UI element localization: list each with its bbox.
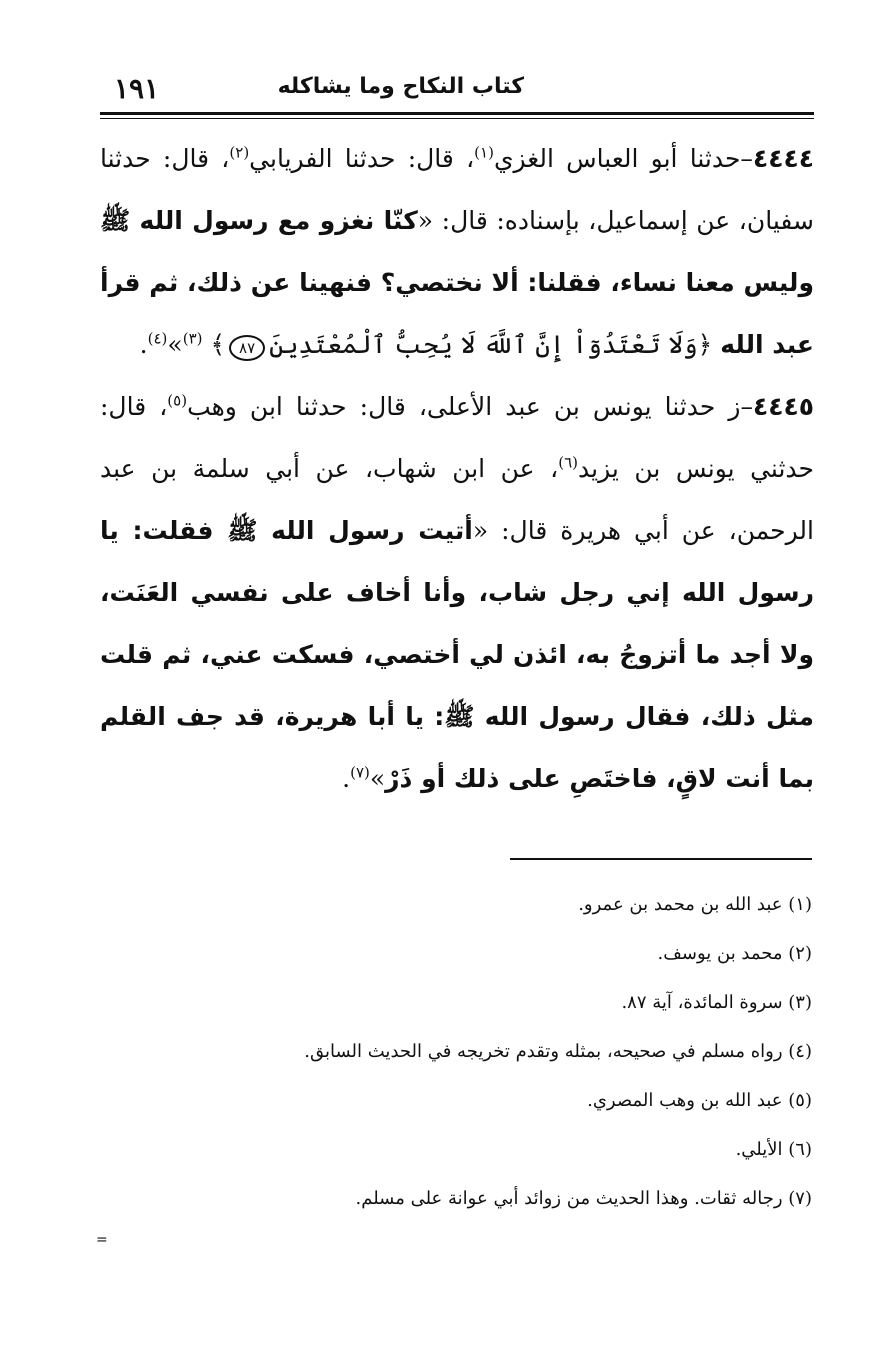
isnad-text: ، قال: حدثني يونس بن يزيد (100, 392, 815, 483)
footnote-3: (٣) سروة المائدة، آية ٨٧. (621, 992, 812, 1013)
footnote-ref: (٦) (558, 453, 578, 472)
hadith-4445 (100, 376, 814, 810)
main-text (100, 128, 814, 810)
isnad-text: –حدثنا أبو العباس الغزي (493, 144, 753, 173)
hadith-number: ٤٤٤٥ (752, 392, 814, 421)
footnote-4: (٤) رواه مسلم في صحيحه، بمثله وتقدم تخريجه في الحديث السابق. (304, 1041, 812, 1062)
footnote-2: (٢) محمد بن يوسف. (657, 943, 812, 964)
period: . (342, 764, 351, 793)
header-rule (100, 112, 814, 115)
footnote-ref: (١) (474, 143, 494, 162)
matn-text: كنّا نغزو مع رسول الله ﷺ وليس معنا نساء، فقلنا: ألا نختصي؟ فنهينا عن ذلك، ثم قرأ عبد الله (100, 206, 814, 359)
quran-bracket: ﴾ (210, 330, 226, 359)
footnote-1: (١) عبد الله بن محمد بن عمرو. (578, 894, 812, 915)
period: . (139, 330, 148, 359)
header-rule-thin (100, 118, 814, 119)
quote-close: » (167, 330, 183, 359)
ayah-number-marker: ٨٧ (229, 335, 265, 361)
footnote-ref: (٧) (350, 763, 370, 782)
footnote-ref: (٣) (182, 329, 203, 348)
footnote-5: (٥) عبد الله بن وهب المصري. (587, 1090, 812, 1111)
footnote-7: (٧) رجاله ثقات. وهذا الحديث من زوائد أبي عوانة على مسلم. (355, 1188, 812, 1209)
hadith-4444 (100, 128, 814, 376)
footnote-separator (510, 858, 812, 860)
footnote-ref: (٤) (147, 329, 168, 348)
hadith-number: ٤٤٤٤ (752, 144, 814, 173)
footnote-ref: (٥) (167, 391, 188, 410)
quote-close: » (369, 764, 386, 793)
footnotes (182, 880, 812, 1223)
isnad-text: ، قال: حدثنا الفريابي (249, 144, 475, 173)
footnote-ref: (٢) (229, 143, 250, 162)
running-title: كتاب النكاح وما يشاكله (277, 74, 524, 99)
page-header (100, 70, 814, 110)
isnad-text: ، عن ابن شهاب، عن أبي سلمة بن عبد الرحمن، عن أبي هريرة قال: « (100, 454, 814, 545)
isnad-text: ، قال: حدثنا سفيان، عن إسماعيل، بإسناده: قال: « (100, 144, 814, 235)
footnote-6: (٦) الأيلي. (735, 1139, 812, 1160)
signature-mark: = (96, 1232, 108, 1248)
page-number: ١٩١ (114, 72, 160, 105)
isnad-text: –ز حدثنا يونس بن عبد الأعلى، قال: حدثنا ابن وهب (187, 392, 753, 421)
quran-verse: ﴿وَلَا تَعْتَدُوٓاْ إِنَّ ٱللَّهَ لَا يُحِبُّ ٱلْمُعْتَدِينَ (269, 330, 713, 359)
matn-text: أتيت رسول الله ﷺ فقلت: يا رسول الله إني رجل شاب، وأنا أخاف على نفسي العَنَت، ولا أجد ما أتزوجُ به، ائذن لي أختصي، فسكت عني، ثم قلت مثل ذلك، فقال رسول الله ﷺ: يا أبا هريرة، قد جف القلم بما أنت لاقٍ، فاختَصِ على ذلك أو ذَرْ (100, 516, 814, 793)
